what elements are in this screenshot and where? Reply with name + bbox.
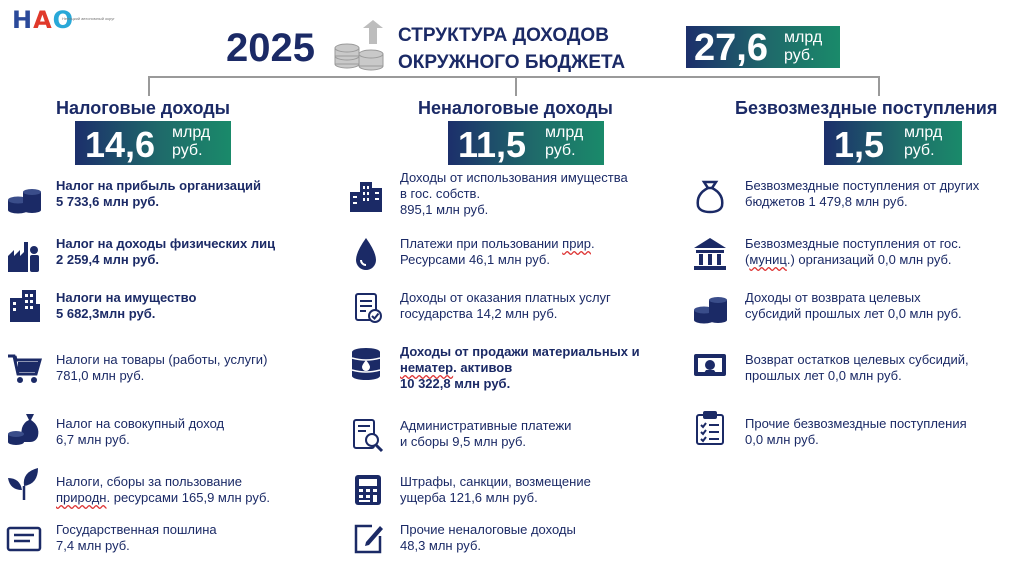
item-text-part: . <box>590 236 595 251</box>
list-item <box>400 290 611 322</box>
item-line <box>745 252 961 268</box>
item-line: 781,0 млн руб. <box>56 368 145 383</box>
leaf-plant-icon <box>6 466 42 502</box>
coins-stack-icon <box>692 290 728 326</box>
item-line: 7,4 млн руб. <box>56 538 130 553</box>
item-line: Налог на доходы физических лиц <box>56 236 276 251</box>
cash-hands-icon <box>692 346 728 382</box>
list-item <box>400 418 571 450</box>
list-item <box>400 522 576 554</box>
list-item <box>56 178 261 210</box>
sum-unit-2: руб. <box>172 142 203 159</box>
item-line: Налог на прибыль организаций <box>56 178 262 193</box>
column-heading-tax: Налоговые доходы <box>56 98 230 118</box>
title-line-1: СТРУКТУРА ДОХОДОВ <box>398 25 609 46</box>
sum-unit-1: млрд <box>172 124 211 141</box>
buildings-icon <box>6 288 42 324</box>
item-line: Налоги, сборы за пользование <box>56 474 243 489</box>
item-text-part: ( <box>745 252 750 267</box>
list-item <box>56 236 275 268</box>
list-item <box>56 290 196 322</box>
item-text-part: . ресурсами 165,9 млн руб. <box>106 490 271 505</box>
list-item <box>56 352 267 384</box>
list-item <box>56 416 224 448</box>
logo-text: НАО <box>12 6 75 34</box>
item-line: Безвозмездные поступления от других <box>745 178 980 193</box>
item-text-part: . активов <box>453 360 513 375</box>
item-line: Административные платежи <box>400 418 572 433</box>
list-item <box>56 474 270 506</box>
item-line: Возврат остатков целевых субсидий, <box>745 352 969 367</box>
shopping-cart-icon <box>6 350 42 386</box>
title-line-2: ОКРУЖНОГО БЮДЖЕТА <box>398 52 626 73</box>
coins-stack-icon <box>6 180 42 216</box>
money-bag-coins-icon <box>6 410 42 446</box>
list-item <box>745 236 961 268</box>
list-item <box>745 290 962 322</box>
clipboard-checklist-icon <box>692 410 728 446</box>
total-amount-box <box>686 26 840 68</box>
coins-arrow-up-icon <box>333 20 389 72</box>
item-line: 0,0 млн руб. <box>745 432 819 447</box>
sum-unit-1: млрд <box>545 124 584 141</box>
sum-box-gratuitous <box>824 121 962 165</box>
item-line: субсидий прошлых лет 0,0 млн руб. <box>745 306 962 321</box>
item-line: Прочие безвозмездные поступления <box>745 416 967 431</box>
item-line: Доходы от продажи материальных и <box>400 344 640 359</box>
item-text-part: прир <box>562 236 591 251</box>
sum-value: 1,5 <box>834 124 885 165</box>
item-line: Штрафы, санкции, возмещение <box>400 474 591 489</box>
item-line: Налоги на товары (работы, услуги) <box>56 352 268 367</box>
list-item <box>400 236 595 268</box>
item-line: 5 682,3млн руб. <box>56 306 156 321</box>
sum-box-nontax <box>448 121 604 165</box>
sum-value: 14,6 <box>85 124 156 165</box>
document-check-icon <box>350 290 386 326</box>
list-item <box>745 416 967 448</box>
people-factory-icon <box>6 238 42 274</box>
item-line: Государственная пошлина <box>56 522 217 537</box>
item-line: Налог на совокупный доход <box>56 416 225 431</box>
item-line: бюджетов 1 479,8 млн руб. <box>745 194 908 209</box>
item-line: 2 259,4 млн руб. <box>56 252 159 267</box>
year-heading: 2025 <box>226 26 315 70</box>
sum-unit-2: руб. <box>545 142 576 159</box>
item-line: Доходы от оказания платных услуг <box>400 290 611 305</box>
page-title <box>398 22 625 76</box>
item-line: 10 322,8 млн руб. <box>400 376 511 391</box>
list-item <box>56 522 217 554</box>
sum-unit-1: млрд <box>904 124 943 141</box>
item-line: в гос. собств. <box>400 186 481 201</box>
list-item <box>745 352 969 384</box>
tree-connector <box>148 76 880 98</box>
item-line: Безвозмездные поступления от гос. <box>745 236 962 251</box>
item-line: государства 14,2 млн руб. <box>400 306 558 321</box>
item-text-part: Платежи при пользовании <box>400 236 563 251</box>
item-text-part: природн <box>56 490 107 505</box>
water-drop-icon <box>348 236 384 272</box>
list-item <box>400 474 591 506</box>
item-line: 48,3 млн руб. <box>400 538 482 553</box>
city-buildings-icon <box>348 178 384 214</box>
item-line: Налоги на имущество <box>56 290 197 305</box>
item-line: и сборы 9,5 млн руб. <box>400 434 527 449</box>
item-line: 5 733,6 млн руб. <box>56 194 159 209</box>
item-text-part: .) организаций 0,0 млн руб. <box>786 252 952 267</box>
document-receipt-icon <box>6 522 42 558</box>
calculator-icon <box>350 472 386 508</box>
item-line: ущерба 121,6 млн руб. <box>400 490 538 505</box>
item-line <box>56 490 270 506</box>
list-item <box>400 344 640 392</box>
item-line: Доходы от возврата целевых <box>745 290 921 305</box>
list-item <box>745 178 979 210</box>
item-line: 895,1 млн руб. <box>400 202 489 217</box>
item-line: прошлых лет 0,0 млн руб. <box>745 368 902 383</box>
item-line <box>400 360 640 376</box>
item-line: Прочие неналоговые доходы <box>400 522 576 537</box>
item-line: Ресурсами 46,1 млн руб. <box>400 252 550 267</box>
item-line: 6,7 млн руб. <box>56 432 130 447</box>
edit-document-icon <box>350 520 386 556</box>
total-unit-2: руб. <box>784 47 815 64</box>
sum-box-tax <box>75 121 231 165</box>
sum-unit-2: руб. <box>904 142 935 159</box>
government-building-icon <box>692 236 728 272</box>
logo <box>12 6 132 38</box>
item-line: Доходы от использования имущества <box>400 170 628 185</box>
money-sack-icon <box>692 178 728 214</box>
item-text-part: нематер <box>400 360 454 375</box>
item-text-part: муниц <box>749 252 787 267</box>
logo-subtitle: Ненецкий автономный округ <box>62 16 115 21</box>
list-item <box>400 170 628 218</box>
column-heading-nontax: Неналоговые доходы <box>418 98 613 118</box>
sum-value: 11,5 <box>458 124 527 165</box>
column-heading-gratuitous: Безвозмездные поступления <box>735 98 998 118</box>
item-line <box>400 236 595 252</box>
total-value: 27,6 <box>694 27 768 69</box>
document-search-icon <box>350 418 386 454</box>
total-unit-1: млрд <box>784 29 823 46</box>
oil-barrel-icon <box>348 346 384 382</box>
